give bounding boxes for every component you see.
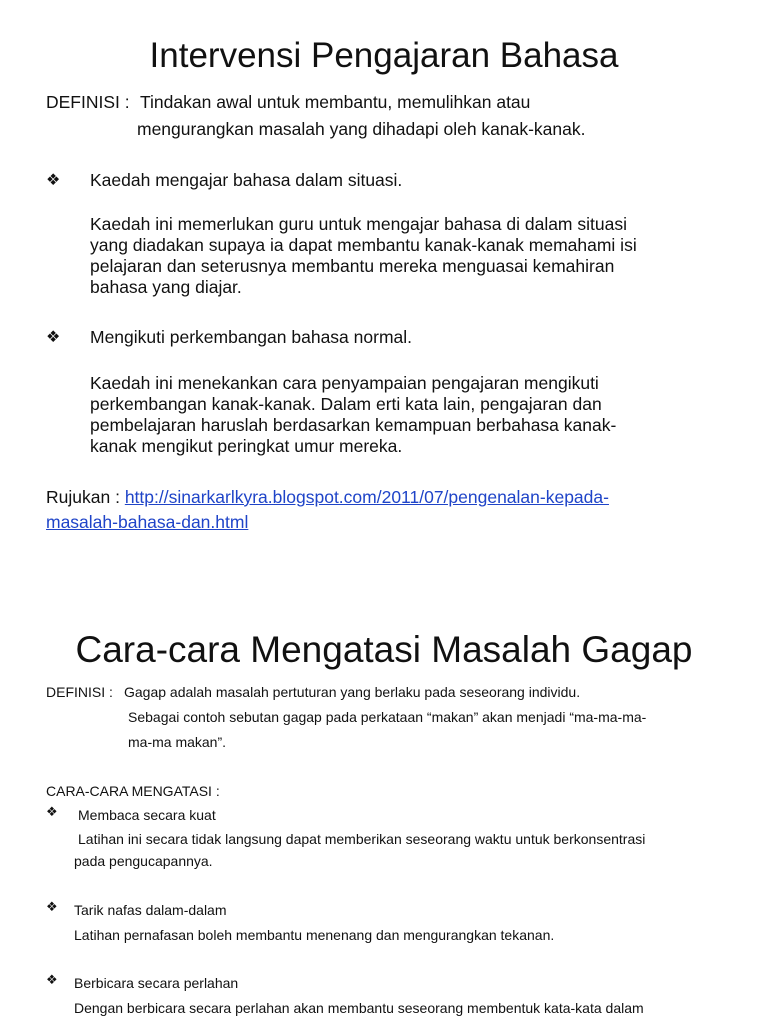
- definition-label: DEFINISI :: [46, 92, 130, 112]
- diamond-bullet-icon: ❖: [46, 172, 61, 189]
- item-heading: Berbicara secara perlahan: [74, 975, 239, 991]
- diamond-bullet-icon: ❖: [46, 972, 58, 987]
- description-line: pada pengucapannya.: [74, 853, 213, 869]
- item-description: [90, 373, 616, 457]
- item-heading: Kaedah mengajar bahasa dalam situasi.: [90, 170, 403, 190]
- definition-label: DEFINISI :: [46, 684, 113, 700]
- slide-title: Intervensi Pengajaran Bahasa: [149, 36, 619, 75]
- item-heading: Tarik nafas dalam-dalam: [74, 902, 227, 918]
- definition-text-line: mengurangkan masalah yang dihadapi oleh kanak-kanak.: [137, 119, 586, 139]
- item-heading: Mengikuti perkembangan bahasa normal.: [90, 327, 412, 347]
- reference: [46, 487, 609, 508]
- definition-text-line: Gagap adalah masalah pertuturan yang berlaku pada seseorang individu.: [124, 684, 581, 700]
- item-heading: Membaca secara kuat: [78, 807, 216, 823]
- section-label: CARA-CARA MENGATASI :: [46, 783, 220, 799]
- description-line: pelajaran dan seterusnya membantu mereka menguasai kemahiran: [90, 256, 615, 276]
- description-line: Kaedah ini menekankan cara penyampaian pengajaran mengikuti: [90, 373, 599, 393]
- definition-text-line: Tindakan awal untuk membantu, memulihkan atau: [140, 92, 531, 112]
- item-description: [90, 214, 637, 298]
- description-line: pembelajaran haruslah berdasarkan kemampuan berbahasa kanak-: [90, 415, 617, 435]
- description-line: Dengan berbicara secara perlahan akan membantu seseorang membentuk kata-kata dalam: [74, 1000, 644, 1016]
- diamond-bullet-icon: ❖: [46, 329, 61, 346]
- description-line: bahasa yang diajar.: [90, 277, 242, 297]
- description-line: Latihan pernafasan boleh membantu menenang dan mengurangkan tekanan.: [74, 927, 555, 943]
- description-line: perkembangan kanak-kanak. Dalam erti kata lain, pengajaran dan: [90, 394, 602, 414]
- slide-gagap: [0, 580, 768, 1024]
- definition-text-line: ma-ma makan”.: [128, 734, 227, 750]
- definition-text-line: Sebagai contoh sebutan gagap pada perkataan “makan” akan menjadi “ma-ma-ma-: [128, 709, 647, 725]
- description-line: Latihan ini secara tidak langsung dapat memberikan seseorang waktu untuk berkonsentrasi: [78, 831, 646, 847]
- reference-label: Rujukan :: [46, 487, 120, 507]
- slide-title: Cara-cara Mengatasi Masalah Gagap: [75, 629, 693, 670]
- description-line: kanak mengikut peringkat umur mereka.: [90, 436, 403, 456]
- diamond-bullet-icon: ❖: [46, 899, 58, 914]
- description-line: yang diadakan supaya ia dapat membantu kanak-kanak memahami isi: [90, 235, 637, 255]
- diamond-bullet-icon: ❖: [46, 804, 58, 819]
- description-line: Kaedah ini memerlukan guru untuk mengajar bahasa di dalam situasi: [90, 214, 627, 234]
- reference-link[interactable]: http://sinarkarlkyra.blogspot.com/2011/07/pengenalan-kepada-: [124, 487, 609, 507]
- reference-link-continued[interactable]: masalah-bahasa-dan.html: [46, 512, 249, 532]
